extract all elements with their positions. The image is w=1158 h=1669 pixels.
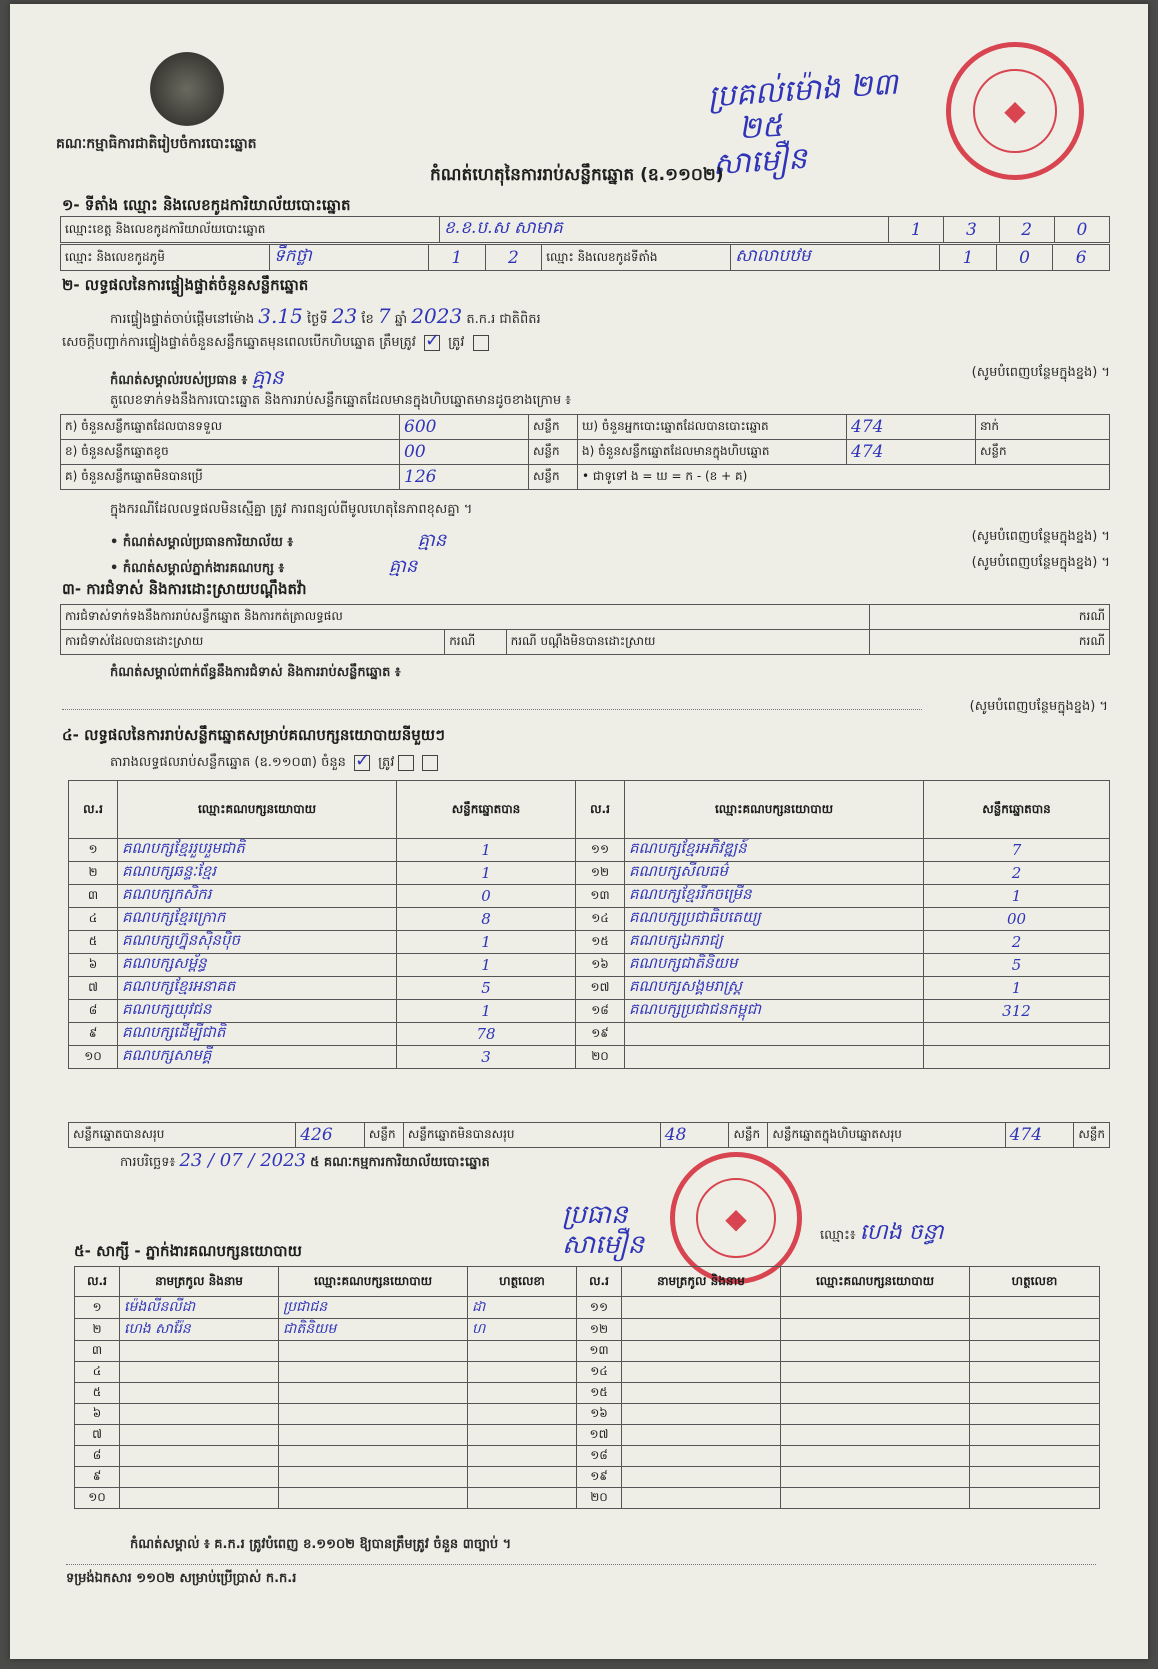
- witness-number: ៦: [75, 1404, 120, 1425]
- commune-code-1: 1: [889, 217, 944, 243]
- witness-number: ៤: [75, 1362, 120, 1383]
- party-votes: [924, 1046, 1110, 1069]
- party-number: ៦: [69, 954, 118, 977]
- witness-number: ១២: [577, 1319, 622, 1341]
- ballots-in-box: 474: [847, 440, 976, 465]
- section-3-other: (សូមបំពេញបន្ថែមក្នុងខ្នង) ។: [969, 699, 1108, 714]
- count-day: 23: [331, 304, 358, 328]
- witness-name: [622, 1404, 781, 1425]
- witness-party: ប្រជាជន: [279, 1297, 468, 1319]
- footer-text: ទម្រង់ឯកសារ ១១០២ សម្រាប់ប្រើប្រាស់ ក.ក.រ: [66, 1571, 297, 1586]
- witness-party: [279, 1383, 468, 1404]
- witness-signature: [468, 1404, 577, 1425]
- party-row: [69, 862, 1110, 885]
- witness-number: ១៨: [577, 1446, 622, 1467]
- witness-number: ១៥: [577, 1383, 622, 1404]
- checkbox-incorrect: [473, 335, 489, 351]
- witness-party: [781, 1446, 970, 1467]
- party-number: ១០: [69, 1046, 118, 1069]
- observer-signature-value: គ្មាន: [251, 365, 284, 389]
- party-name: គណបក្សសង្គមរាស្ត្រ: [625, 977, 924, 1000]
- party-number: ១៥: [576, 931, 625, 954]
- witness-party: [279, 1467, 468, 1488]
- count-time-line: ការផ្ទៀងផ្ទាត់ចាប់ផ្តើមនៅម៉ោង 3.15 ថ្ងៃទី 23 ខែ 7 ឆ្នាំ 2023 ត.ក.រ ជាតិពិតរ: [110, 304, 541, 328]
- party-name: គណបក្សជាតិនិយម: [625, 954, 924, 977]
- witness-party: [279, 1488, 468, 1509]
- party-number: ១៩: [576, 1023, 625, 1046]
- witness-row: [75, 1319, 1100, 1341]
- commune-code-4: 0: [1054, 217, 1109, 243]
- party-number: ៣: [69, 885, 118, 908]
- party-votes: 0: [397, 885, 576, 908]
- witness-number: ១០: [75, 1488, 120, 1509]
- party-votes: 1: [924, 885, 1110, 908]
- party-number: ១: [69, 839, 118, 862]
- station-code-2: 0: [996, 245, 1053, 271]
- complaints-table: ការជំទាស់ទាក់ទងនឹងការរាប់សន្លឹកឆ្នោត និងការកត់ត្រាលទ្ធផល ករណី ការជំទាស់ដែលបានដោះស្រាយ ករណី ករណី បណ្តឹងមិនបានដោះស្រាយ ករណី: [60, 604, 1110, 655]
- party-row: [69, 1023, 1110, 1046]
- party-name: គណបក្សសីលធម៌: [625, 862, 924, 885]
- witness-number: ១៧: [577, 1425, 622, 1446]
- party-name: គណបក្សយុវជន: [118, 1000, 397, 1023]
- party-votes: 1: [397, 931, 576, 954]
- party-votes: 1: [924, 977, 1110, 1000]
- party-name: គណបក្សសាមគ្គី: [118, 1046, 397, 1069]
- party-number: ១៨: [576, 1000, 625, 1023]
- witness-name: [622, 1341, 781, 1362]
- party-name: គណបក្សខ្មែរអភិវឌ្ឍន៍: [625, 839, 924, 862]
- witness-signature: [970, 1404, 1100, 1425]
- witness-signature: [468, 1488, 577, 1509]
- section-3-note: កំណត់សម្គាល់ពាក់ព័ន្ធនឹងការជំទាស់ និងការរាប់សន្លឹកឆ្នោត ៖: [110, 665, 401, 680]
- party-name: គណបក្សដើម្បីជាតិ: [118, 1023, 397, 1046]
- party-name: គណបក្សខ្មែររួបរួមជាតិ: [118, 839, 397, 862]
- witness-party: [781, 1383, 970, 1404]
- witness-row: [75, 1446, 1100, 1467]
- chief-name-line: ឈ្មោះ៖ ហេង ចន្ធា: [820, 1220, 944, 1245]
- party-votes: 1: [397, 954, 576, 977]
- witness-party: [781, 1404, 970, 1425]
- count-month: 7: [377, 304, 391, 328]
- party-row: [69, 885, 1110, 908]
- party-number: ១៧: [576, 977, 625, 1000]
- witness-party: [279, 1425, 468, 1446]
- station-code-3: 6: [1053, 245, 1110, 271]
- witness-name: [622, 1319, 781, 1341]
- commune-code-3: 2: [999, 217, 1054, 243]
- footer-divider: [66, 1564, 1096, 1565]
- witness-name: [120, 1383, 279, 1404]
- party-votes: 2: [924, 862, 1110, 885]
- section-4-intro: តារាងលទ្ធផលរាប់សន្លឹកឆ្នោត (ឧ.១១០៣) ចំនួន ✓ ត្រូវ: [110, 754, 442, 773]
- witness-number: ២: [75, 1319, 120, 1341]
- witness-party: [781, 1467, 970, 1488]
- party-votes: 00: [924, 908, 1110, 931]
- commune-value: ខ.ខ.ប.ស សាមាគ: [440, 217, 889, 243]
- party-number: ៩: [69, 1023, 118, 1046]
- witness-row: [75, 1362, 1100, 1383]
- signing-date-line: ការបរិច្ឆេទ៖ 23 / 07 / 2023 ៥ គណៈកម្មការការិយាល័យបោះឆ្នោត: [120, 1150, 490, 1171]
- witness-signature: [970, 1383, 1100, 1404]
- official-seal-bottom: ◆: [670, 1152, 802, 1284]
- witness-number: ១១: [577, 1297, 622, 1319]
- witness-signature: [468, 1383, 577, 1404]
- witness-signature: [970, 1319, 1100, 1341]
- party-row: [69, 1046, 1110, 1069]
- party-name: គណបក្សសម្ព័ន្ធ: [118, 954, 397, 977]
- witness-row: [75, 1341, 1100, 1362]
- voters-count: 474: [847, 415, 976, 440]
- witness-party: [279, 1362, 468, 1383]
- count-note-line: សេចក្តីបញ្ជាក់ការផ្ទៀងផ្ទាត់ចំនួនសន្លឹកឆ្នោតមុនពេលបើកហិបឆ្នោត ត្រឹមត្រូវ ✓ ត្រូវ: [62, 334, 1112, 353]
- witness-row: [75, 1488, 1100, 1509]
- witness-row: [75, 1404, 1100, 1425]
- witness-name: [622, 1488, 781, 1509]
- ballots-received: 600: [400, 415, 529, 440]
- witness-number: ១៣: [577, 1341, 622, 1362]
- witness-name: [120, 1404, 279, 1425]
- village-table: [60, 244, 1110, 271]
- party-votes: 5: [924, 954, 1110, 977]
- witness-number: ៩: [75, 1467, 120, 1488]
- village-label: ឈ្មោះ និងលេខកូដភូមិ: [61, 245, 270, 271]
- divider: [62, 709, 922, 710]
- witness-signature: [970, 1425, 1100, 1446]
- witness-signature: [468, 1467, 577, 1488]
- witness-row: [75, 1383, 1100, 1404]
- party-name: [625, 1046, 924, 1069]
- section-4-title: ៤- លទ្ធផលនៃការរាប់សន្លឹកឆ្នោតសម្រាប់គណបក្សនយោបាយនីមួយៗ: [62, 726, 445, 744]
- total-in-box-value: 474: [1005, 1123, 1074, 1148]
- witness-party: [781, 1488, 970, 1509]
- party-row: [69, 954, 1110, 977]
- witness-number: ១៦: [577, 1404, 622, 1425]
- party-votes: [924, 1023, 1110, 1046]
- witness-number: ១: [75, 1297, 120, 1319]
- witness-signature: [468, 1425, 577, 1446]
- party-votes: 1: [397, 1000, 576, 1023]
- witness-name: ម៉េងលីនលីដា: [120, 1297, 279, 1319]
- party-row: [69, 1000, 1110, 1023]
- party-number: ២: [69, 862, 118, 885]
- witness-name: [120, 1446, 279, 1467]
- party-number: ៥: [69, 931, 118, 954]
- observer-line-2: • កំណត់សម្គាល់ប្រធានការិយាល័យ ៖ គ្មាន (សូមបំពេញបន្ថែមក្នុងខ្នង) ។: [110, 529, 1110, 551]
- official-seal-top: ◆: [946, 42, 1084, 180]
- party-name: គណបក្សប្រជាជនកម្ពុជា: [625, 1000, 924, 1023]
- ballot-count-table: ក) ចំនួនសន្លឹកឆ្នោតដែលបានទទួល 600 សន្លឹក ឃ) ចំនួនអ្នកបោះឆ្នោតដែលបានបោះឆ្នោត 474 នាក់ ខ) ចំនួនសន្លឹកឆ្នោតខូច 00 សន្លឹក ង) ចំនួនសន្លឹកឆ្នោតដែលមានក្នុងហិបឆ្នោត 474 សន្លឹក គ) ចំនួនសន្លឹកឆ្នោតមិនបានប្រើ 126 សន្លឹក • ជាទូទៅ ង = ឃ = ក - (ខ + គ): [60, 414, 1110, 490]
- total-invalid-value: 48: [660, 1123, 729, 1148]
- witness-name: [622, 1446, 781, 1467]
- party-name: គណបក្សខ្មែររីកចម្រើន: [625, 885, 924, 908]
- party-name: គណបក្សហ្វ៊ុនស៊ិនប៉ិច: [118, 931, 397, 954]
- witness-name: [622, 1383, 781, 1404]
- party-number: ១៦: [576, 954, 625, 977]
- party-results-table: ល.រ ឈ្មោះគណបក្សនយោបាយ សន្លឹកឆ្នោតបាន ល.រ ឈ្មោះគណបក្សនយោបាយ សន្លឹកឆ្នោតបាន ១ គណបក្សខ្មែររួបរួមជាតិ 1 ១១ គណបក្សខ្មែរអភិវឌ្ឍន៍ 7 ២ គណបក្សឆន្ទៈខ្មែរ 1 ១២ គណបក្សសីលធម៌ 2 ៣ គណបក្សកសិករ 0 ១៣ គណបក្សខ្មែររីកចម្រើន 1 ៤ គណបក្សខ្មែរក្រោក 8 ១៤ គណបក្សប្រជាធិបតេយ្យ 00 ៥ គណបក្សហ្វ៊ុនស៊ិនប៉ិច 1 ១៥ គណបក្សឯករាជ្យ 2 ៦ គណបក្សសម្ព័ន្ធ 1 ១៦ គណបក្សជាតិនិយម 5 ៧ គណបក្សខ្មែរអនាគត 5 ១៧ គណបក្សសង្គមរាស្ត្រ 1 ៨ គណបក្សយុវជន 1 ១៨ គណបក្សប្រជាជនកម្ពុជា 312 ៩ គណបក្សដើម្បីជាតិ 78 ១៩ ១០ គណបក្សសាមគ្គី 3 ២០: [68, 780, 1110, 1069]
- party-number: ៧: [69, 977, 118, 1000]
- party-number: ១២: [576, 862, 625, 885]
- nec-emblem: [150, 52, 224, 126]
- handwritten-note: ប្រគល់ម៉ោង ២៣ ២៥ សាមឿន: [706, 66, 900, 183]
- witness-number: ១៤: [577, 1362, 622, 1383]
- party-name: គណបក្សប្រជាធិបតេយ្យ: [625, 908, 924, 931]
- witness-party: [279, 1446, 468, 1467]
- witness-signature: [970, 1488, 1100, 1509]
- witness-signature: [970, 1467, 1100, 1488]
- chief-signature: ប្រធាន សាមឿន: [562, 1200, 645, 1260]
- party-name: គណបក្សឆន្ទៈខ្មែរ: [118, 862, 397, 885]
- party-name: [625, 1023, 924, 1046]
- mismatch-note: ក្នុងករណីដែលលទ្ធផលមិនស្មើគ្នា ត្រូវ ការពន្យល់ពីមូលហេតុនៃភាពខុសគ្នា ។: [110, 502, 473, 517]
- party-row: [69, 977, 1110, 1000]
- village-code-2: 2: [485, 245, 542, 271]
- party-votes: 1: [397, 862, 576, 885]
- party-number: ១១: [576, 839, 625, 862]
- witness-signature: [970, 1297, 1100, 1319]
- witness-name: [622, 1425, 781, 1446]
- witness-signature: [970, 1446, 1100, 1467]
- party-name: គណបក្សឯករាជ្យ: [625, 931, 924, 954]
- party-row: [69, 908, 1110, 931]
- party-name: គណបក្សខ្មែរក្រោក: [118, 908, 397, 931]
- party-votes: 7: [924, 839, 1110, 862]
- totals-row: សន្លឹកឆ្នោតបានសរុប 426 សន្លឹក សន្លឹកឆ្នោតមិនបានសរុប 48 សន្លឹក សន្លឹកឆ្នោតក្នុងហិបឆ្នោតសរុប 474 សន្លឹក: [68, 1122, 1110, 1148]
- commune-label: ឈ្មោះខេត្ត និងលេខកូដការិយាល័យបោះឆ្នោត: [61, 217, 440, 243]
- witness-signature: [468, 1362, 577, 1383]
- footnote: កំណត់សម្គាល់ ៖ គ.ក.រ ត្រូវបំពេញ ខ.១១០២ ឱ្យបានត្រឹមត្រូវ ចំនួន ៣ច្បាប់ ។: [130, 1537, 512, 1552]
- witness-party: [781, 1319, 970, 1341]
- witness-number: ២០: [577, 1488, 622, 1509]
- party-number: ១៣: [576, 885, 625, 908]
- form-paper: [10, 4, 1148, 1659]
- witness-name: [120, 1488, 279, 1509]
- party-name: គណបក្សខ្មែរអនាគត: [118, 977, 397, 1000]
- section-1-title: ១- ទីតាំង ឈ្មោះ និងលេខកូដការិយាល័យបោះឆ្នោត: [62, 196, 351, 214]
- witness-name: ហេង សារ៉ែន: [120, 1319, 279, 1341]
- witness-number: ៥: [75, 1383, 120, 1404]
- section-3-title: ៣- ការជំទាស់ និងការដោះស្រាយបណ្តឹងតវ៉ា: [62, 580, 307, 598]
- witness-name: [120, 1362, 279, 1383]
- witness-name: [120, 1341, 279, 1362]
- form-title: កំណត់ហេតុនៃការរាប់សន្លឹកឆ្នោត (ឧ.១១០២): [430, 165, 724, 185]
- witness-number: ៧: [75, 1425, 120, 1446]
- party-row: [69, 839, 1110, 862]
- commune-code-2: 3: [944, 217, 999, 243]
- witness-number: ១៩: [577, 1467, 622, 1488]
- observer-signature-line: កំណត់សម្គាល់របស់ប្រធាន ៖ គ្មាន (សូមបំពេញបន្ថែមក្នុងខ្នង) ។: [110, 365, 1110, 389]
- party-name: គណបក្សកសិករ: [118, 885, 397, 908]
- witness-signature: ហ: [468, 1319, 577, 1341]
- witness-party: [279, 1341, 468, 1362]
- witness-signature: [970, 1362, 1100, 1383]
- checkbox-correct: ✓: [424, 329, 441, 351]
- section-5-title: ៥- សាក្សី - ភ្នាក់ងារគណបក្សនយោបាយ: [74, 1242, 302, 1260]
- ballots-unused: 126: [400, 465, 529, 490]
- party-votes: 312: [924, 1000, 1110, 1023]
- witness-name: [120, 1425, 279, 1446]
- village-code-1: 1: [429, 245, 486, 271]
- party-votes: 78: [397, 1023, 576, 1046]
- party-number: ៤: [69, 908, 118, 931]
- count-year: 2023: [411, 304, 463, 328]
- station-label: ឈ្មោះ និងលេខកូដទីតាំង: [542, 245, 731, 271]
- witness-party: [781, 1425, 970, 1446]
- witness-party: ជាតិនិយម: [279, 1319, 468, 1341]
- witness-party: [781, 1362, 970, 1383]
- org-name: គណៈកម្មាធិការជាតិរៀបចំការបោះឆ្នោត: [56, 136, 257, 152]
- count-time: 3.15: [258, 304, 303, 328]
- witness-number: ៨: [75, 1446, 120, 1467]
- total-valid-value: 426: [296, 1123, 365, 1148]
- witness-signature: [468, 1341, 577, 1362]
- witness-table: ល.រ នាមត្រកូល និងនាម ឈ្មោះគណបក្សនយោបាយ ហត្ថលេខា ល.រ នាមត្រកូល និងនាម ឈ្មោះគណបក្សនយោបាយ ហត្ថលេខា ១ ម៉េងលីនលីដា ប្រជាជន ដា ១១ ២ ហេង សារ៉ែន ជាតិនិយម ហ ១២ ៣ ១៣ ៤ ១៤ ៥ ១៥ ៦ ១៦ ៧ ១៧ ៨ ១៨ ៩ ១៩ ១០ ២០: [74, 1266, 1100, 1509]
- party-votes: 8: [397, 908, 576, 931]
- station-code-1: 1: [940, 245, 997, 271]
- witness-row: [75, 1297, 1100, 1319]
- witness-party: [781, 1341, 970, 1362]
- section-2-title: ២- លទ្ធផលនៃការផ្ទៀងផ្ទាត់ចំនួនសន្លឹកឆ្នោត: [62, 276, 309, 294]
- party-votes: 1: [397, 839, 576, 862]
- witness-name: [622, 1467, 781, 1488]
- party-number: ៨: [69, 1000, 118, 1023]
- count-details-intro: តួលេខទាក់ទងនឹងការបោះឆ្នោត និងការរាប់សន្លឹកឆ្នោតដែលមានក្នុងហិបឆ្នោតមានដូចខាងក្រោម ៖: [110, 393, 571, 408]
- witness-signature: [468, 1446, 577, 1467]
- witness-name: [622, 1362, 781, 1383]
- witness-row: [75, 1425, 1100, 1446]
- witness-name: [120, 1467, 279, 1488]
- ballots-spoiled: 00: [400, 440, 529, 465]
- party-votes: 3: [397, 1046, 576, 1069]
- party-number: ១៤: [576, 908, 625, 931]
- party-votes: 5: [397, 977, 576, 1000]
- party-votes: 2: [924, 931, 1110, 954]
- village-value: ទឹកថ្លា: [270, 245, 429, 271]
- station-value: សាលាបឋម: [731, 245, 940, 271]
- witness-signature: [970, 1341, 1100, 1362]
- witness-signature: ដា: [468, 1297, 577, 1319]
- witness-party: [781, 1297, 970, 1319]
- party-row: [69, 931, 1110, 954]
- witness-name: [622, 1297, 781, 1319]
- witness-row: [75, 1467, 1100, 1488]
- party-number: ២០: [576, 1046, 625, 1069]
- witness-party: [279, 1404, 468, 1425]
- witness-number: ៣: [75, 1341, 120, 1362]
- location-table: [60, 216, 1110, 243]
- observer-line-3: • កំណត់សម្គាល់ភ្នាក់ងារគណបក្ស ៖ គ្មាន (សូមបំពេញបន្ថែមក្នុងខ្នង) ។: [110, 555, 1110, 577]
